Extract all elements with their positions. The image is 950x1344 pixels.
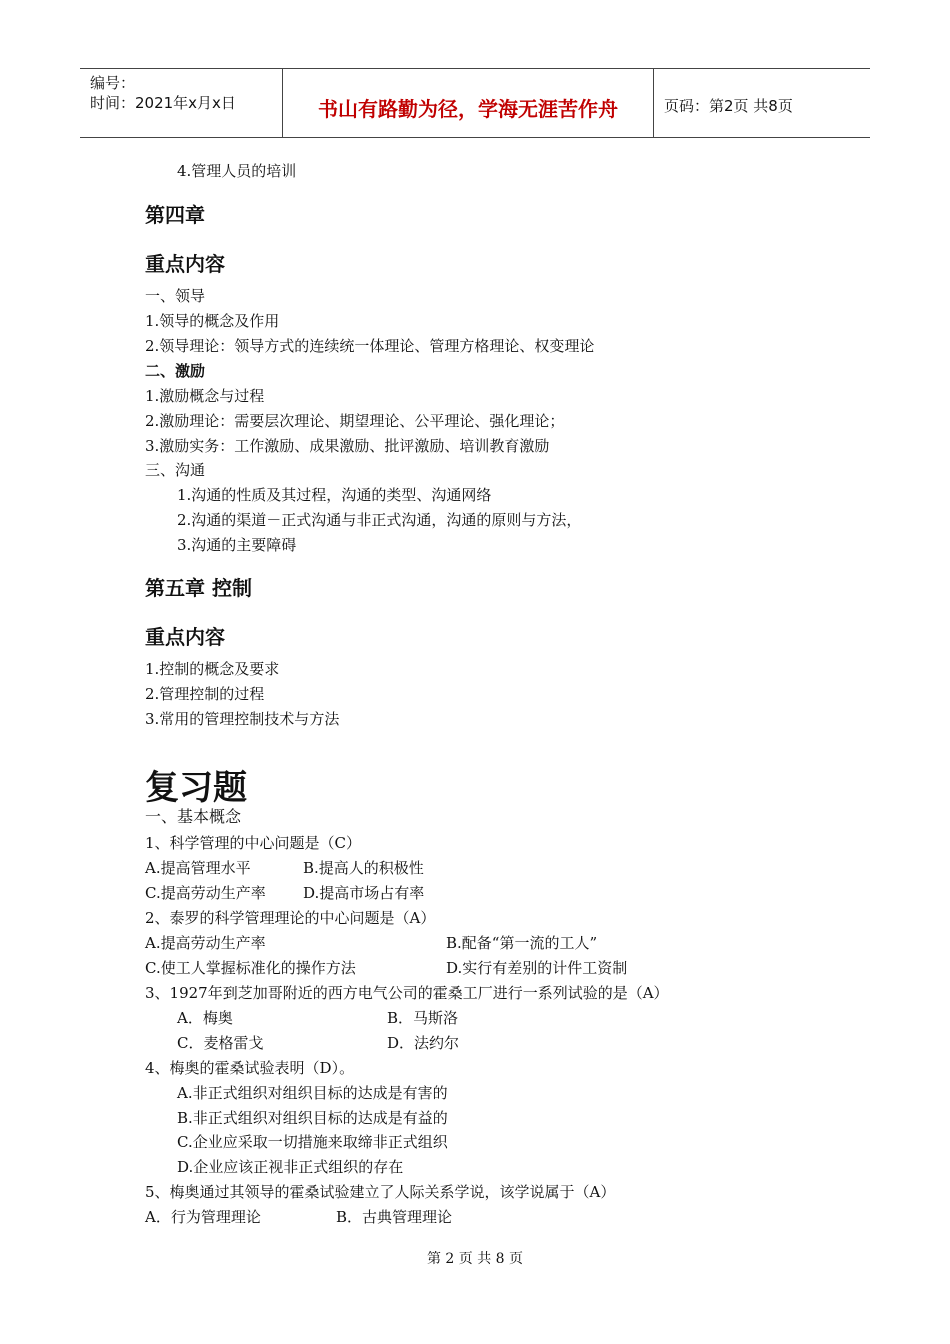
page-footer: 第 2 页 共 8 页: [426, 1251, 524, 1267]
option: D.企业应该正视非正式组织的存在: [177, 1158, 404, 1176]
list-item: 1.控制的概念及要求: [145, 660, 280, 678]
option: B．古典管理理论: [336, 1208, 453, 1226]
option: C.提高劳动生产率: [145, 884, 266, 902]
option: C.企业应采取一切措施来取缔非正式组织: [177, 1133, 448, 1151]
chapter-5-title: 第五章 控制: [145, 576, 252, 600]
header-motto: 书山有路勤为径，学海无涯苦作舟: [318, 97, 618, 121]
list-item: 1.沟通的性质及其过程，沟通的类型、沟通网络: [177, 486, 492, 504]
list-item: 一、领导: [145, 287, 206, 305]
question: 4、梅奥的霍桑试验表明（D）。: [145, 1059, 355, 1077]
list-item: 3.激励实务：工作激励、成果激励、批评激励、培训教育激励: [145, 437, 550, 455]
list-item: 4.管理人员的培训: [177, 162, 297, 180]
option: B.提高人的积极性: [303, 859, 424, 877]
option: A.非正式组织对组织目标的达成是有害的: [177, 1084, 448, 1102]
option: A．行为管理理论: [145, 1208, 261, 1226]
option: B．马斯洛: [387, 1009, 459, 1027]
list-item: 二、激励: [145, 362, 206, 380]
header-page-info: 页码：第2页 共8页: [664, 97, 793, 115]
list-item: 3.常用的管理控制技术与方法: [145, 710, 340, 728]
option: B.非正式组织对组织目标的达成是有益的: [177, 1109, 448, 1127]
option: D.提高市场占有率: [303, 884, 425, 902]
document-date: 时间：2021年x月x日: [90, 94, 236, 112]
option: A.提高劳动生产率: [145, 934, 266, 952]
list-item: 1.激励概念与过程: [145, 387, 265, 405]
option: A.提高管理水平: [145, 859, 251, 877]
header-page-cell: [654, 69, 870, 137]
option: C.使工人掌握标准化的操作方法: [145, 959, 356, 977]
option: B.配备“第一流的工人”: [446, 934, 598, 952]
list-item: 2.沟通的渠道－正式沟通与非正式沟通，沟通的原则与方法，: [177, 511, 582, 529]
option: C．麦格雷戈: [177, 1034, 264, 1052]
question: 3、1927年到芝加哥附近的西方电气公司的霍桑工厂进行一系列试验的是（A）: [145, 984, 669, 1002]
question: 1、科学管理的中心问题是（C）: [145, 834, 362, 852]
list-item: 1.领导的概念及作用: [145, 312, 280, 330]
list-item: 三、沟通: [145, 461, 206, 479]
chapter-5-subtitle: 重点内容: [145, 625, 225, 649]
page-header: [80, 68, 870, 138]
list-item: 2.管理控制的过程: [145, 685, 265, 703]
review-title: 复习题: [145, 768, 247, 808]
header-meta-cell: [80, 69, 283, 137]
option: D．法约尔: [387, 1034, 460, 1052]
question: 2、泰罗的科学管理理论的中心问题是（A）: [145, 909, 436, 927]
list-item: 2.激励理论：需要层次理论、期望理论、公平理论、强化理论；: [145, 412, 565, 430]
list-item: 2.领导理论：领导方式的连续统一体理论、管理方格理论、权变理论: [145, 337, 595, 355]
option: A．梅奥: [177, 1009, 233, 1027]
question: 5、梅奥通过其领导的霍桑试验建立了人际关系学说，该学说属于（A）: [145, 1183, 616, 1201]
header-motto-cell: [283, 69, 654, 137]
list-item: 3.沟通的主要障碍: [177, 536, 297, 554]
chapter-4-subtitle: 重点内容: [145, 252, 225, 276]
option: D.实行有差别的计件工资制: [446, 959, 628, 977]
chapter-4-title: 第四章: [145, 203, 205, 227]
document-number: 编号：: [90, 74, 136, 92]
review-section: 一、基本概念: [145, 807, 242, 826]
